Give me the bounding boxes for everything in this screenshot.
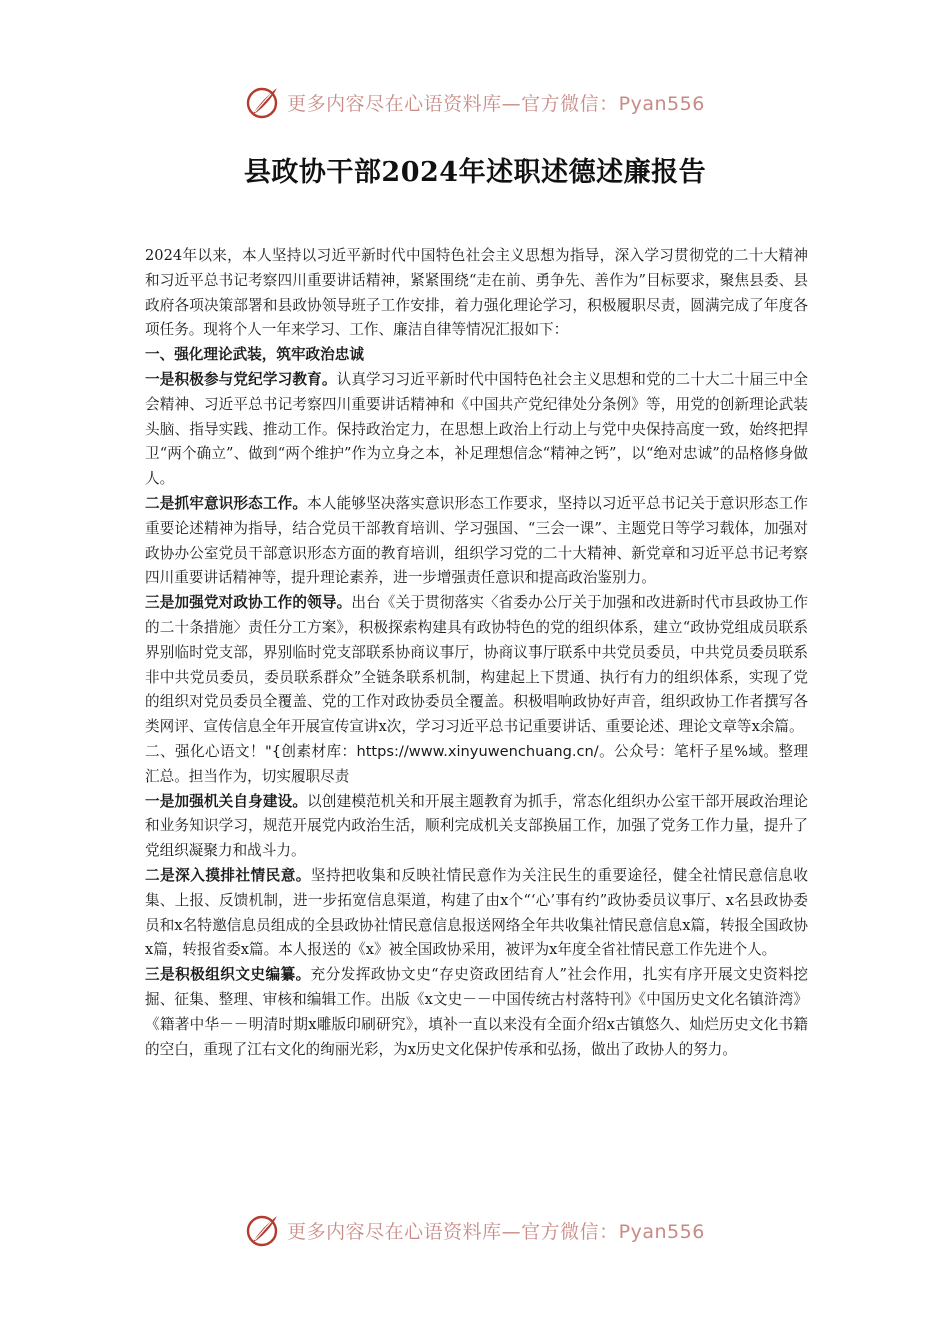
section-heading-2: 二、强化心语文！"{创素材库：https://www.xinyuwenchuang.cn/。公众号：笔杆子星%域。整理汇总。担当作为，切实履职尽责 [145,742,808,785]
feather-pen-logo-icon [245,1212,281,1248]
paragraph-lead: 三是积极组织文史编纂。 [145,966,311,984]
feather-pen-logo-icon [245,84,281,120]
body-paragraph [145,591,808,740]
intro-paragraph: 2024年以来，本人坚持以习近平新时代中国特色社会主义思想为指导，深入学习贯彻党的二十大精神和习近平总书记考察四川重要讲话精神，紧紧围绕“走在前、勇争先、善作为”目标要求，聚焦县委、县政府各项决策部署和县政协领导班子工作安排，着力强化理论学习，积极履职尽责，圆满完成了年度各项任务。现将个人一年来学习、工作、廉洁自律等情况汇报如下： [145,247,808,339]
body-paragraph [145,492,808,591]
paragraph-lead: 二是抓牢意识形态工作。 [145,494,308,512]
body-paragraph [145,368,808,492]
paragraph-lead: 一是加强机关自身建设。 [145,792,308,810]
paragraph-text: 以创建模范机关和开展主题教育为抓手，常态化组织办公室干部开展政治理论和业务知识学习，规范开展党内政治生活，顺利完成机关支部换届工作，加强了党务工作力量，提升了党组织凝聚力和战斗力。 [145,792,808,860]
document-title: 县政协干部2024年述职述德述廉报告 [243,157,707,188]
paragraph-lead: 二是深入摸排社情民意。 [145,866,311,884]
paragraph-lead: 一是积极参与党纪学习教育。 [145,370,337,388]
section-heading-1: 一、强化理论武装，筑牢政治忠诚 [145,346,364,364]
paragraph-text: 出台《关于贯彻落实〈省委办公厅关于加强和改进新时代市县政协工作的二十条措施〉责任分工方案》，积极探索构建具有政协特色的党的组织体系，建立“政协党组成员联系界别临时党支部，界别临时党支部联系协商议事厅，协商议事厅联系中共党员委员，中共党员委员联系非中共党员委员，委员联系群众”全链条联系机制，构建起上下贯通、执行有力的组织体系，实现了党的组织对党员委员全覆盖、党的工作对政协委员全覆盖。积极唱响政协好声音，组织政协工作者撰写各类网评、宣传信息全年开展宣传宣讲x次，学习习近平总书记重要讲话、重要论述、理论文章等x余篇。 [145,594,808,736]
body-paragraph [145,864,808,963]
banner-text: 更多内容尽在心语资料库—官方微信：Pyan556 [287,92,705,115]
paragraph-text: 认真学习习近平新时代中国特色社会主义思想和党的二十大二十届三中全会精神、习近平总书记考察四川重要讲话精神和《中国共产党纪律处分条例》等，用党的创新理论武装头脑、指导实践、推动工作。保持政治定力，在思想上政治上行动上与党中央保持高度一致，始终把捍卫“两个确立”、做到“两个维护”作为立身之本，补足理想信念“精神之钙”，以“绝对忠诚”的品格修身做人。 [145,370,808,488]
body-paragraph [145,790,808,864]
paragraph-text: 充分发挥政协文史“存史资政团结育人”社会作用，扎实有序开展文史资料挖掘、征集、整理、审核和编辑工作。出版《x文史－－中国传统古村落特刊》《中国历史文化名镇浒湾》《籍著中华－－明清时期x雕版印刷研究》，填补一直以来没有全面介绍x古镇悠久、灿烂历史文化书籍的空白，重现了江右文化的绚丽光彩，为x历史文化保护传承和弘扬，做出了政协人的努力。 [145,966,808,1058]
paragraph-lead: 三是加强党对政协工作的领导。 [145,594,352,612]
document-body [145,244,808,1062]
paragraph-text: 本人能够坚决落实意识形态工作要求，坚持以习近平总书记关于意识形态工作重要论述精神为指导，结合党员干部教育培训、学习强国、“三会一课”、主题党日等学习载体，加强对政协办公室党员干部意识形态方面的教育培训，组织学习党的二十大精神、新党章和习近平总书记考察四川重要讲话精神等，提升理论素养，进一步增强责任意识和提高政治鉴别力。 [145,494,808,587]
banner-text: 更多内容尽在心语资料库—官方微信：Pyan556 [287,1220,705,1243]
body-paragraph [145,963,808,1062]
paragraph-text: 坚持把收集和反映社情民意作为关注民生的重要途径，健全社情民意信息收集、上报、反馈机制，进一步拓宽信息渠道，构建了由x个“‘心’事有约”政协委员议事厅、x名县政协委员和x名特邀信息员组成的全县政协社情民意信息报送网络全年共收集社情民意信息x篇，转报全国政协x篇，转报省委x篇。本人报送的《x》被全国政协采用，被评为x年度全省社情民意工作先进个人。 [145,866,808,959]
header-watermark-banner [0,80,950,124]
footer-watermark-banner [0,1208,950,1252]
